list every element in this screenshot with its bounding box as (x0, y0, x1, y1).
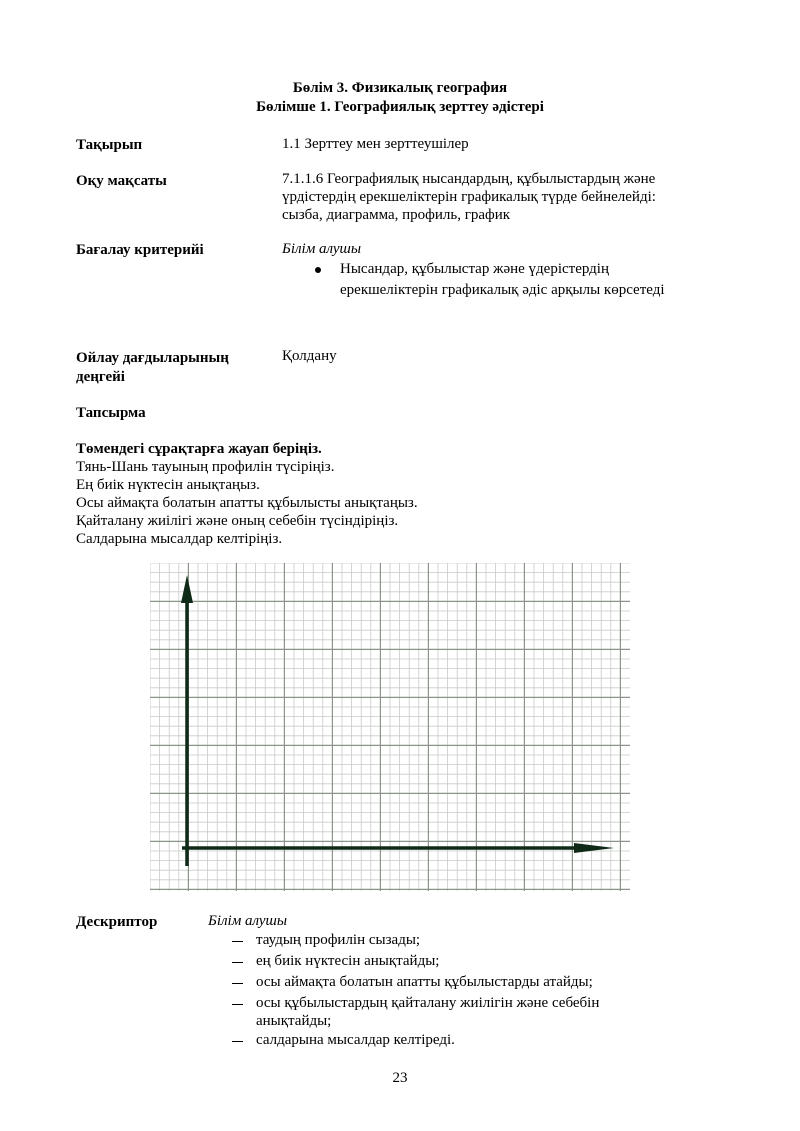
objective-line-2: үрдістердің ерекшеліктерін графикалық түрде бейнелейді: (282, 189, 656, 205)
descriptor-item-1: таудың профилін сызады; (256, 932, 421, 948)
x-axis-arrow-icon (574, 843, 614, 853)
task-heading: Төмендегі сұрақтарға жауап беріңіз. (76, 441, 322, 457)
criteria-intro: Білім алушы (282, 241, 362, 257)
criteria-bullet-line-2: ерекшеліктерін графикалық әдіс арқылы көрсетеді (340, 282, 665, 298)
descriptor-intro: Білім алушы (208, 913, 288, 929)
objective-label: Оқу мақсаты (76, 173, 167, 189)
task-label: Тапсырма (76, 405, 146, 421)
dash-icon (232, 1041, 243, 1042)
criteria-label: Бағалау критерийі (76, 242, 204, 258)
descriptor-item-3: осы аймақта болатын апатты құбылыстарды атайды; (256, 974, 593, 990)
task-line-5: Салдарына мысалдар келтіріңіз. (76, 531, 283, 547)
descriptor-label: Дескриптор (76, 914, 158, 930)
thinking-value: Қолдану (282, 348, 337, 364)
bullet-icon (315, 267, 321, 273)
section-title: Бөлім 3. Физикалық география (292, 80, 508, 96)
dash-icon (232, 983, 243, 984)
page-number: 23 (392, 1070, 408, 1086)
task-line-3: Осы аймақта болатын апатты құбылысты анықтаңыз. (76, 495, 418, 511)
dash-icon (232, 941, 243, 942)
objective-line-1: 7.1.1.6 Географиялық нысандардың, құбылыстардың және (282, 171, 656, 187)
y-axis-arrow-icon (181, 575, 193, 603)
descriptor-item-4-cont: анықтайды; (256, 1013, 332, 1029)
descriptor-item-4: осы құбылыстардың қайталану жиілігін және себебін (256, 995, 600, 1011)
objective-line-3: сызба, диаграмма, профиль, график (282, 207, 511, 223)
task-line-4: Қайталану жиілігі және оның себебін түсіндіріңіз. (76, 513, 399, 529)
descriptor-item-5: салдарына мысалдар келтіреді. (256, 1032, 455, 1048)
task-line-2: Ең биік нүктесін анықтаңыз. (76, 477, 260, 493)
descriptor-item-2: ең биік нүктесін анықтайды; (256, 953, 440, 969)
dash-icon (232, 962, 243, 963)
thinking-label-line-2: деңгейі (76, 369, 125, 385)
graph-paper-svg (150, 563, 630, 891)
criteria-bullet-line-1: Нысандар, құбылыстар және үдерістердің (340, 261, 610, 277)
topic-value: 1.1 Зерттеу мен зерттеушілер (282, 136, 469, 152)
thinking-label-line-1: Ойлау дағдыларының (76, 350, 229, 366)
task-line-1: Тянь-Шань тауының профилін түсіріңіз. (76, 459, 335, 475)
subsection-title: Бөлімше 1. Географиялық зерттеу әдістері (256, 99, 544, 115)
topic-label: Тақырып (76, 137, 143, 153)
graph-paper (150, 563, 630, 891)
dash-icon (232, 1004, 243, 1005)
